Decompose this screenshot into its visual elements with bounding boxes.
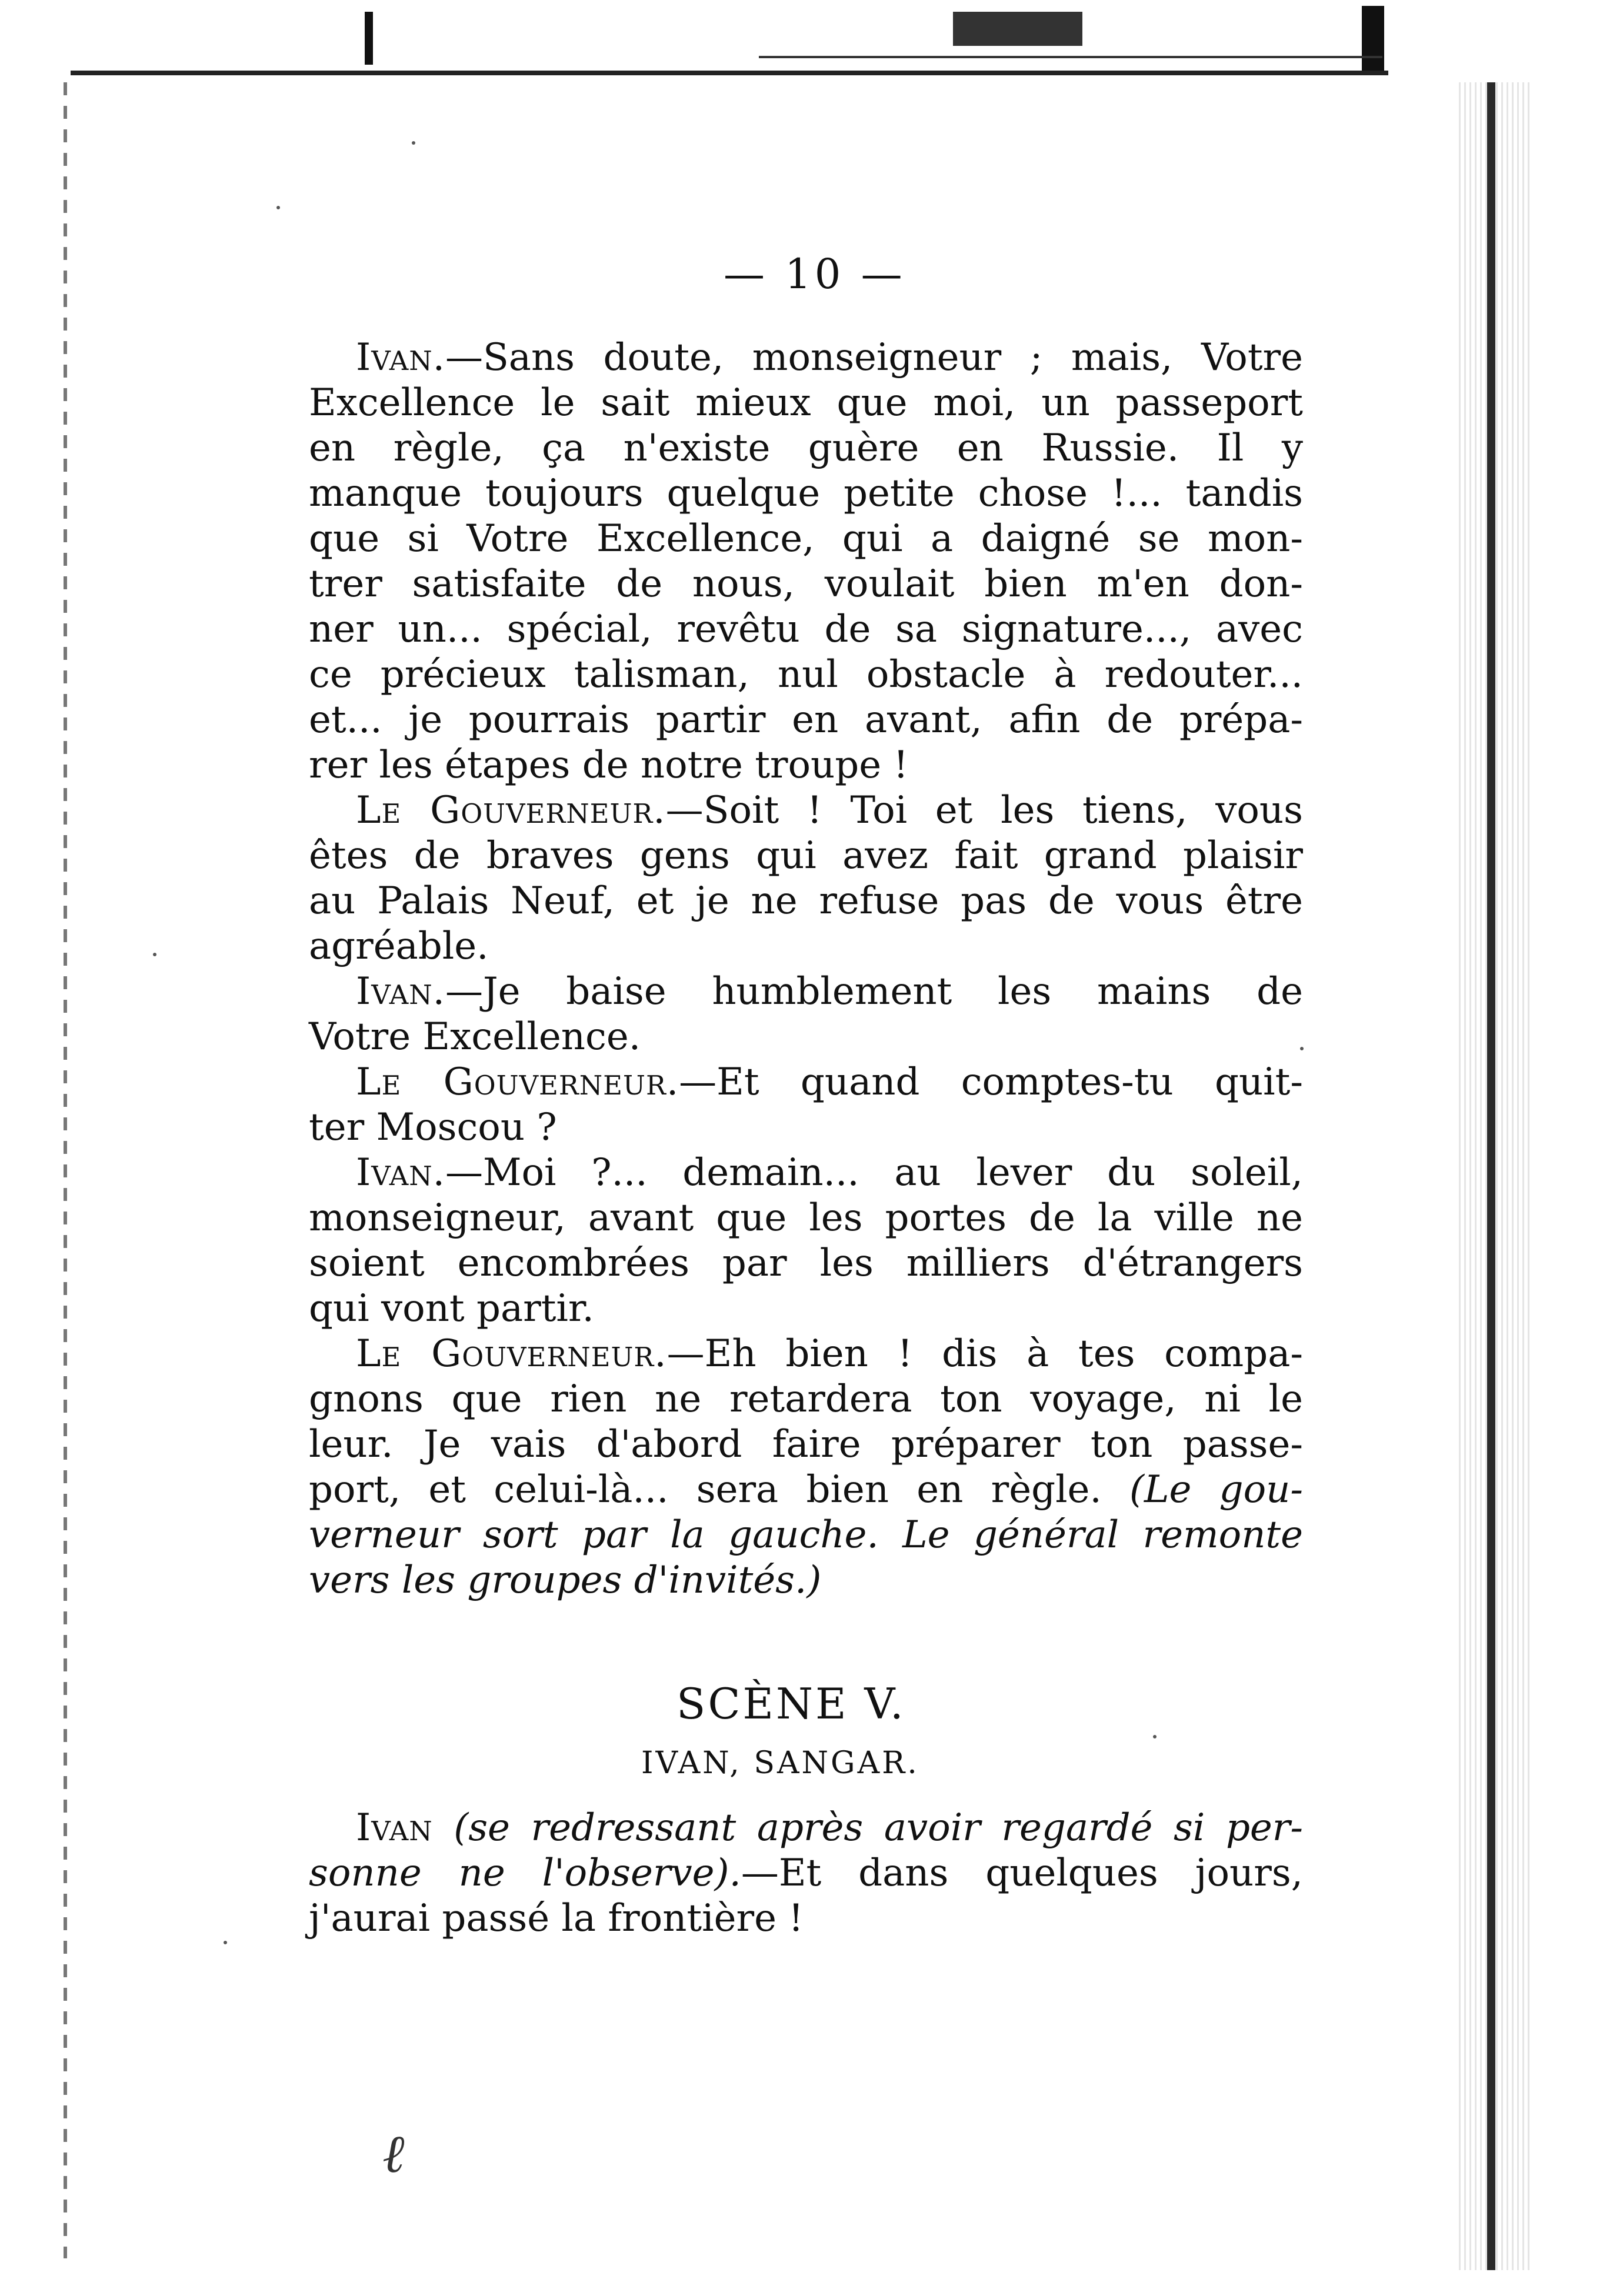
text-line: Le Gouverneur.—Et quand comptes-tu quit- <box>356 1060 1303 1104</box>
text-line: qui vont partir. <box>309 1287 594 1330</box>
dialogue-text <box>309 335 1303 1603</box>
page-left-edge <box>64 82 67 2258</box>
scan-speck <box>1300 1047 1304 1050</box>
scan-speck <box>1153 1735 1157 1738</box>
text-line: j'aurai passé la frontière ! <box>309 1897 804 1940</box>
text-line: au Palais Neuf, et je ne refuse pas de vous être <box>309 879 1303 923</box>
text-line: Le Gouverneur.—Eh bien ! dis à tes compa- <box>356 1332 1303 1376</box>
text-line: monseigneur, avant que les portes de la ville ne <box>309 1196 1303 1240</box>
handwritten-mark: ℓ <box>382 2123 405 2185</box>
text-line: gnons que rien ne retardera ton voyage, ni le <box>309 1377 1303 1421</box>
scene-text <box>309 1806 1303 1941</box>
scan-speck <box>224 1941 227 1944</box>
text-line: rer les étapes de notre troupe ! <box>309 743 909 787</box>
text-line: agréable. <box>309 925 489 968</box>
binding-spine <box>1487 82 1495 2270</box>
scan-artifact <box>1362 6 1384 74</box>
text-line: ter Moscou ? <box>309 1106 557 1149</box>
text-line: soient encombrées par les milliers d'étrangers <box>309 1242 1303 1285</box>
scan-artifact <box>953 12 1082 46</box>
scan-speck <box>276 206 280 209</box>
scene-characters: IVAN, SANGAR. <box>641 1746 919 1781</box>
text-line: manque toujours quelque petite chose !... tandis <box>309 472 1303 515</box>
text-line: sonne ne l'observe).—Et dans quelques jours, <box>309 1851 1304 1895</box>
text-line: Ivan.—Je baise humblement les mains de <box>356 970 1303 1013</box>
page-top-rule <box>71 71 1388 75</box>
stage-direction-line: vers les groupes d'invités.) <box>309 1559 822 1602</box>
text-line: Le Gouverneur.—Soit ! Toi et les tiens, vous <box>356 789 1303 832</box>
scan-artifact <box>759 56 1382 58</box>
text-line: Ivan.—Sans doute, monseigneur ; mais, Votre <box>356 336 1303 379</box>
text-line: port, et celui-là... sera bien en règle. (Le gou- <box>309 1468 1304 1511</box>
text-line: ner un... spécial, revêtu de sa signature..., avec <box>309 608 1303 651</box>
text-line: Excellence le sait mieux que moi, un passeport <box>309 381 1303 425</box>
scan-speck <box>412 141 415 145</box>
text-line: trer satisfaite de nous, voulait bien m'en don- <box>309 562 1303 606</box>
text-line: leur. Je vais d'abord faire préparer ton passe- <box>309 1423 1303 1466</box>
scan-speck <box>153 953 156 956</box>
scan-artifact <box>365 12 373 65</box>
text-line: Ivan.—Moi ?... demain... au lever du soleil, <box>356 1151 1303 1194</box>
text-line: et... je pourrais partir en avant, afin de prépa- <box>309 698 1303 742</box>
text-line: êtes de braves gens qui avez fait grand plaisir <box>309 834 1303 877</box>
text-line: Votre Excellence. <box>309 1015 641 1059</box>
text-line: Ivan (se redressant après avoir regardé si per- <box>356 1806 1303 1850</box>
text-line: ce précieux talisman, nul obstacle à redouter... <box>309 653 1303 696</box>
scanned-page: — 10 — Ivan.—Sans doute, monseigneur ; mais, Votre Excellence le sait mieux que moi, un passeport en règle, ça n'existe guère en Russie. Il y manque toujours quelque petite chose !... tandis que si Votre Excellence, qui a daigné se mon- trer satisfaite de nous, voulait bien m'en don- ner un... spécial, revêtu de sa signature..., avec ce précieux talisman, nul obstacle à redouter... et... je pourrais partir en avant, afin de prépa- rer les étapes de notre troupe ! Le Gouverneur.—Soit ! Toi et les tiens, vous êtes de braves gens qui avez fait grand plaisir au Palais Neuf, et je ne refuse pas de vous être agréable. Ivan.—Je baise humblement les mains de Votre Excellence. Le Gouverneur.—Et quand comptes-tu quit- ter Moscou ? Ivan.—Moi ?... demain... au lever du soleil, monseigneur, avant que les portes de la ville ne soient encombrées par les milliers d'étrangers qui vont partir. Le Gouverneur.—Eh bien ! dis à tes compa- gnons que rien ne retardera ton voyage, ni le leur. Je vais d'abord faire préparer ton passe- port, et celui-là... sera bien en règle. (Le gou- verneur sort par la gauche. Le général remonte vers les groupes d'invités.) SCÈNE V. IVAN, SANGAR. Ivan (se redressant après avoir regardé si per- sonne ne l'observe).—Et dans quelques jours, j'aurai passé la frontière ! ℓ <box>0 0 1603 2296</box>
text-line: que si Votre Excellence, qui a daigné se mon- <box>309 517 1303 560</box>
stage-direction-line: verneur sort par la gauche. Le général remonte <box>309 1513 1303 1557</box>
text-line: en règle, ça n'existe guère en Russie. Il y <box>309 426 1303 470</box>
